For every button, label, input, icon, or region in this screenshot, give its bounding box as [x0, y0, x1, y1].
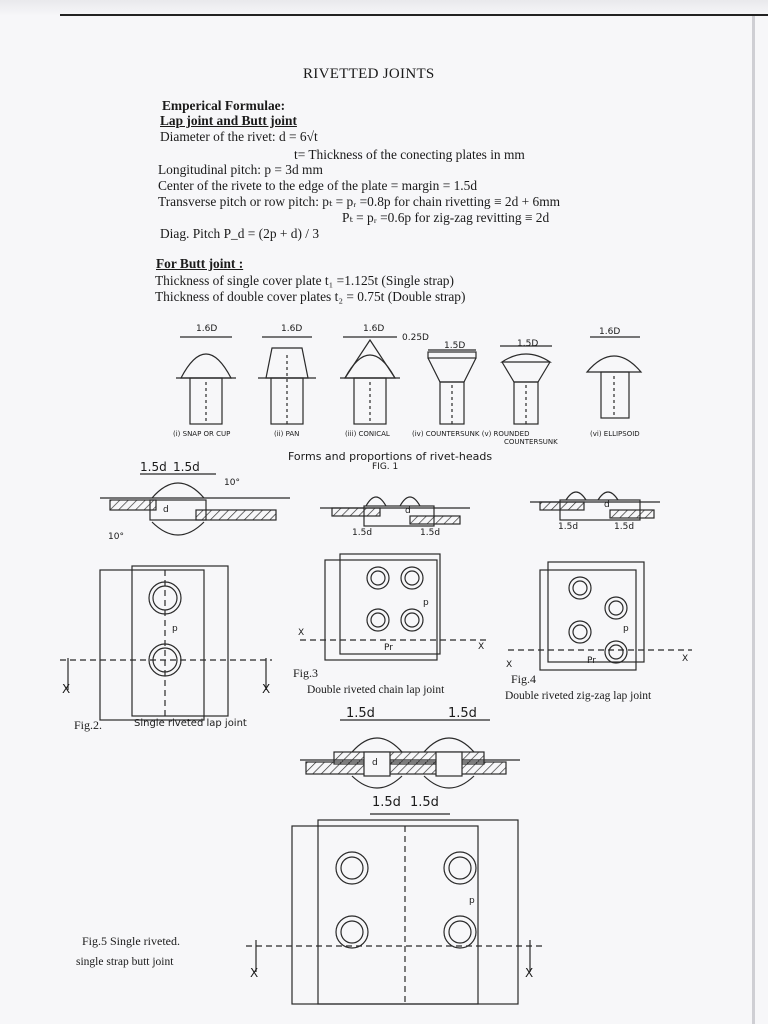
zigzag-pitch-line: Pₜ = pᵣ =0.6p for zig-zag revitting ≡ 2d [342, 210, 550, 225]
longitudinal-pitch-line: Longitudinal pitch: p = 3d mm [158, 162, 323, 177]
rivet-head-countersunk [428, 350, 476, 424]
fig1-label: FIG. 1 [372, 462, 399, 472]
fig5-caption-line-1: Fig.5 Single riveted. [82, 934, 180, 948]
fig3-label: Fig.3 [293, 666, 319, 680]
fig4-x-right: X [682, 654, 689, 664]
caption-countersunk-2: COUNTERSUNK [504, 438, 558, 446]
lap-butt-heading: Lap joint and Butt joint [160, 113, 297, 128]
fig2-p-label: p [172, 624, 178, 634]
rivet-head-rounded-countersunk [500, 346, 552, 424]
fig4-dim-1-5d-left: 1.5d [558, 522, 579, 532]
fig3-x-right: X [478, 642, 485, 652]
double-cover-line: Thickness of double cover plates t₂ = 0.75t (Double strap) [155, 289, 466, 304]
fig2-drawing [60, 474, 290, 720]
fig5-x-right: X [525, 966, 534, 980]
snap-dim-1-6d: 1.6D [196, 324, 218, 334]
fig5-dim-bottom-left: 1.5d [372, 795, 401, 810]
fig2-x-right: X [262, 682, 271, 696]
conical-dim-1-6d: 1.6D [363, 324, 385, 334]
fig4-pr-label: Pr [587, 656, 596, 666]
fig2-label: Fig.2. [74, 718, 103, 732]
fig3-drawing [300, 497, 486, 660]
fig3-dim-1-5d-right: 1.5d [420, 528, 441, 538]
fig4-p-label: p [623, 624, 629, 634]
fig2-dim-1-5d-left: 1.5d [140, 460, 167, 474]
fig5-drawing [246, 720, 542, 1004]
fig2-caption: Single riveted lap joint [134, 718, 247, 729]
diag-pitch-line: Diag. Pitch P_d = (2p + d) / 3 [160, 226, 320, 241]
caption-ellipsoid: (vi) ELLIPSOID [590, 430, 640, 438]
ellipsoid-dim-1-6d: 1.6D [599, 327, 621, 337]
fig3-x-left: X [298, 628, 305, 638]
fig3-p-label: p [423, 598, 429, 608]
fig5-p-label: p [469, 896, 475, 906]
fig5-dim-top-left: 1.5d [346, 706, 375, 721]
fig3-d-label: d [405, 506, 411, 516]
fig5-d-label: d [372, 758, 378, 768]
fig5-dim-bottom-right: 1.5d [410, 795, 439, 810]
fig2-x-left: X [62, 682, 71, 696]
fig2-angle-top: 10° [224, 478, 240, 488]
rivet-diameter-line: Diameter of the rivet: d = 6√t [160, 129, 318, 144]
page-title: RIVETTED JOINTS [303, 66, 435, 82]
caption-snap: (i) SNAP OR CUP [173, 430, 231, 438]
margin-line: Center of the rivete to the edge of the plate = margin = 1.5d [158, 178, 478, 193]
fig4-dim-1-5d-right: 1.5d [614, 522, 635, 532]
rivet-head-snap [176, 337, 236, 424]
fig3-caption: Double riveted chain lap joint [307, 684, 445, 696]
single-cover-line: Thickness of single cover plate t₁ =1.125t (Single strap) [155, 273, 454, 288]
transverse-pitch-line: Transverse pitch or row pitch: pₜ = pᵣ =0.8p for chain rivetting ≡ 2d + 6mm [158, 194, 561, 209]
countersunk-dim-1-5d: 1.5D [444, 341, 466, 351]
fig4-drawing [508, 492, 692, 670]
caption-countersunk: (iv) COUNTERSUNK (v) ROUNDED [412, 430, 530, 438]
plate-thickness-line: t= Thickness of the conecting plates in mm [294, 147, 525, 162]
fig5-x-left: X [250, 966, 259, 980]
rivet-head-conical [340, 337, 400, 424]
caption-pan: (ii) PAN [274, 430, 300, 438]
rivet-head-pan [258, 337, 316, 424]
fig5-dim-top-right: 1.5d [448, 706, 477, 721]
fig4-caption: Double riveted zig-zag lap joint [505, 690, 652, 702]
fig2-d-label: d [163, 505, 169, 515]
fig4-x-left: X [506, 660, 513, 670]
rounded-dim-1-5d: 1.5D [517, 339, 539, 349]
fig2-angle-bottom: 10° [108, 532, 124, 542]
fig1-caption: Forms and proportions of rivet-heads [288, 450, 493, 463]
fig3-dim-1-5d-left: 1.5d [352, 528, 373, 538]
formula-heading: Emperical Formulae: [162, 98, 286, 113]
fig2-dim-1-5d-right: 1.5d [173, 460, 200, 474]
conical-dim-0-25d: 0.25D [402, 333, 429, 343]
pan-dim-1-6d: 1.6D [281, 324, 303, 334]
caption-conical: (iii) CONICAL [345, 430, 390, 438]
fig5-caption-line-2: single strap butt joint [76, 956, 174, 968]
fig4-label: Fig.4 [511, 672, 537, 686]
fig4-d-label: d [604, 500, 610, 510]
butt-joint-heading: For Butt joint : [156, 256, 244, 271]
rivet-head-ellipsoid [587, 337, 641, 418]
fig3-pr-label: Pr [384, 643, 393, 653]
